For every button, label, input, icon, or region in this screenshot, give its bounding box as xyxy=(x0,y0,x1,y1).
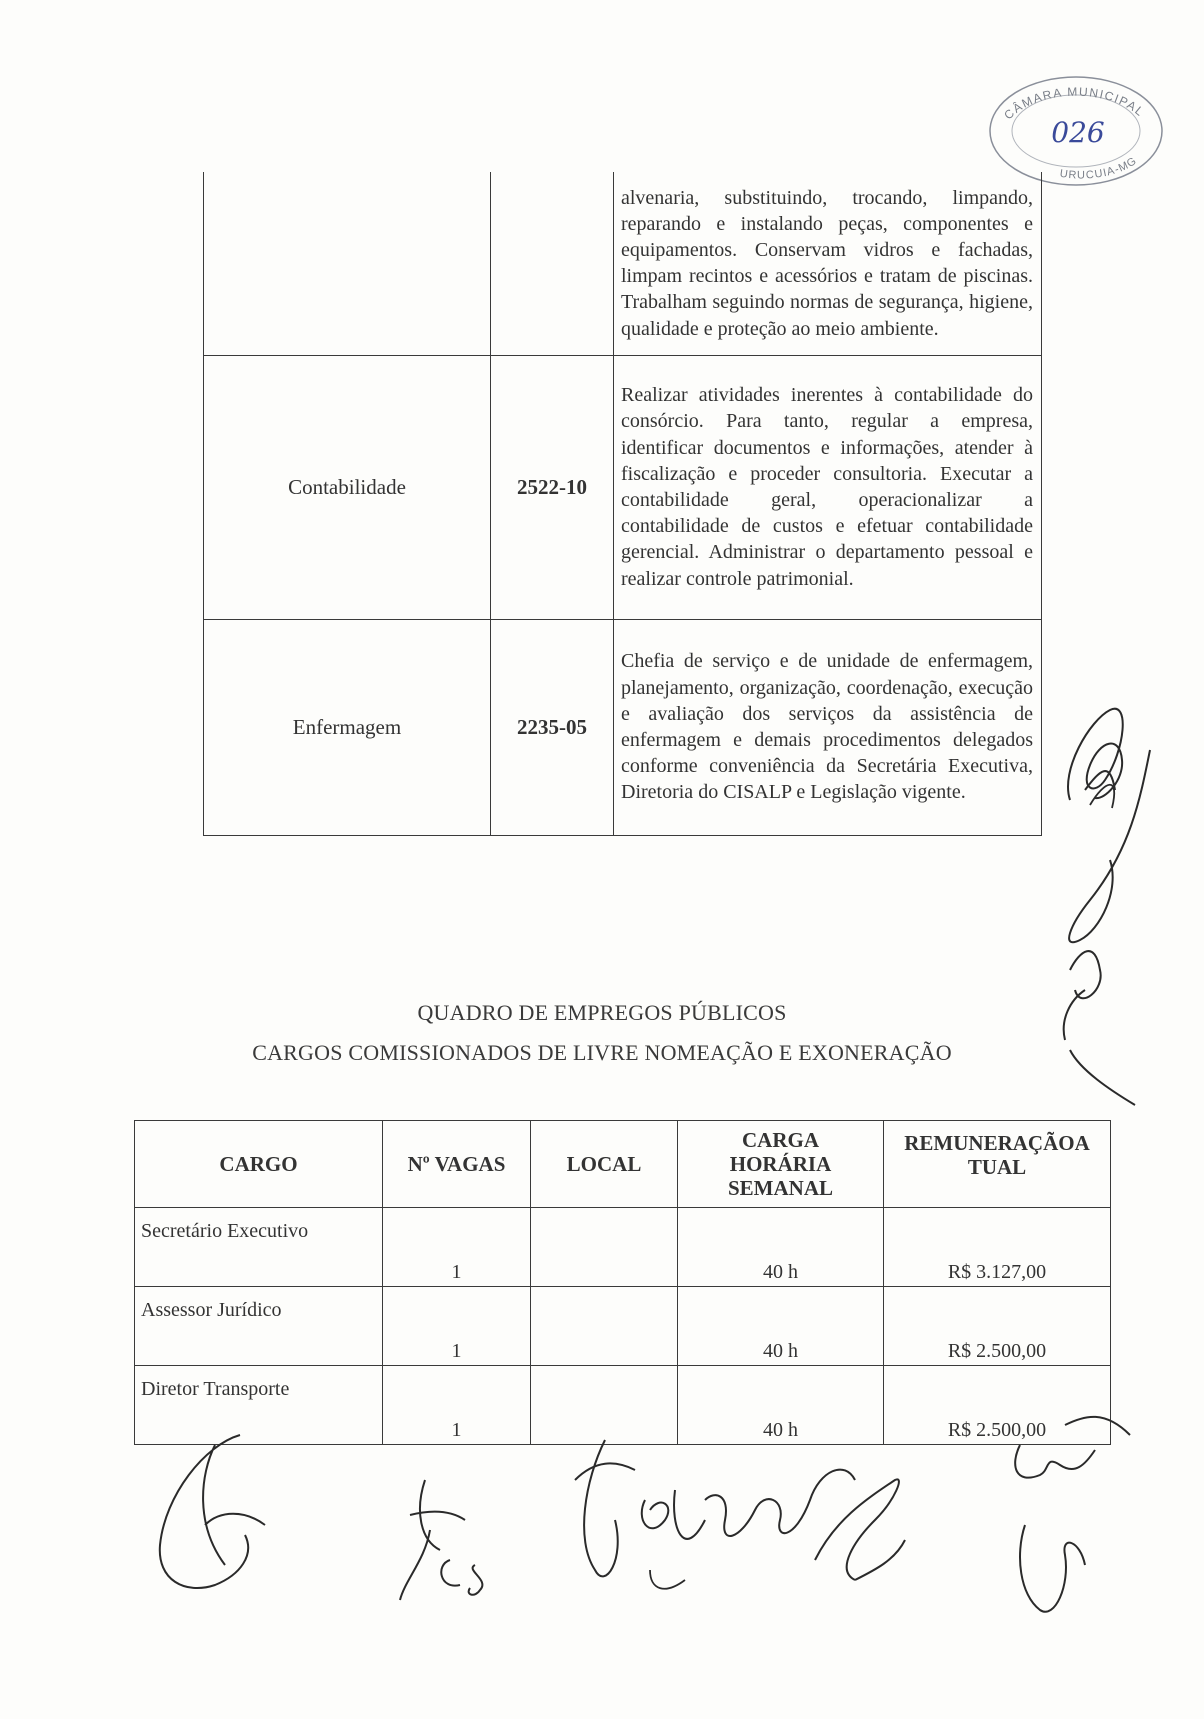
job-code-cell xyxy=(491,172,614,355)
header-cargo: CARGO xyxy=(135,1121,383,1208)
stamp-ring-top: CÂMARA MUNICIPAL xyxy=(1001,84,1148,123)
job-description-text: Realizar atividades inerentes à contabilidade do consórcio. Para tanto, regular a empresa, identificar documentos e informações, atender à fiscalização e proceder consultoria. Executar a contabilidade geral, operacionalizar a contabilidade de custos e efetuar contabilidade gerencial. Administrar o departamento pessoal e realizar controle patrimonial. xyxy=(621,384,1033,590)
table-row xyxy=(204,355,1042,619)
job-name-cell: Contabilidade xyxy=(204,355,491,619)
remuneracao-cell: R$ 3.127,00 xyxy=(884,1208,1111,1287)
vagas-cell: 1 xyxy=(383,1366,531,1445)
header-carga-line3: SEMANAL xyxy=(727,1176,833,1200)
job-description-cell xyxy=(614,172,1042,355)
signature-bottom-2 xyxy=(395,1470,525,1610)
job-description-cell xyxy=(614,619,1042,835)
commissioned-jobs-table xyxy=(134,1120,1111,1445)
carga-cell: 40 h xyxy=(678,1208,884,1287)
local-cell xyxy=(531,1208,678,1287)
job-descriptions-table xyxy=(203,172,1042,836)
job-code-cell: 2235-05 xyxy=(491,619,614,835)
remuneracao-cell: R$ 2.500,00 xyxy=(884,1287,1111,1366)
cargo-cell: Diretor Transporte xyxy=(135,1366,383,1445)
header-carga-horaria xyxy=(678,1121,884,1208)
table-row xyxy=(204,172,1042,355)
header-vagas: Nº VAGAS xyxy=(383,1121,531,1208)
svg-text:URUCUIA-MG xyxy=(1059,155,1139,182)
table-row xyxy=(135,1208,1111,1287)
header-remun-line1: REMUNERAÇÃOA xyxy=(904,1131,1090,1155)
cargo-cell: Secretário Executivo xyxy=(135,1208,383,1287)
header-carga-line2: HORÁRIA xyxy=(729,1152,832,1176)
carga-cell: 40 h xyxy=(678,1287,884,1366)
table-row xyxy=(135,1287,1111,1366)
header-remuneracao xyxy=(884,1121,1111,1208)
job-name-cell xyxy=(204,172,491,355)
stamp-number: 026 xyxy=(1051,116,1105,149)
signature-bottom-1 xyxy=(145,1415,295,1605)
table-header-row xyxy=(135,1121,1111,1208)
job-name-cell: Enfermagem xyxy=(204,619,491,835)
table-row xyxy=(204,619,1042,835)
header-carga-line1: CARGA xyxy=(742,1128,819,1152)
job-description-cell xyxy=(614,355,1042,619)
vagas-cell: 1 xyxy=(383,1208,531,1287)
signature-right-2 xyxy=(1050,740,1170,1110)
job-description-text: alvenaria, substituindo, trocando, limpando, reparando e instalando peças, componentes e equipamentos. Conservam vidros e fachadas, limpam recintos e acessórios e tratam de piscinas. Trabalham seguindo normas de segurança, higiene, qualidade e proteção ao meio ambiente. xyxy=(621,186,1033,340)
job-code-cell: 2522-10 xyxy=(491,355,614,619)
remuneracao-cell: R$ 2.500,00 xyxy=(884,1366,1111,1445)
stamp-ring-bottom: URUCUIA-MG xyxy=(1058,154,1140,182)
cargo-cell: Assessor Jurídico xyxy=(135,1287,383,1366)
header-remun-line2: TUAL xyxy=(967,1155,1027,1179)
job-description-text: Chefia de serviço e de unidade de enfermagem, planejamento, organização, coordenação, execução e avaliação dos serviços da assistência de enfermagem e demais procedimentos delegados conforme conveniência da Secretária Executiva, Diretoria do CISALP e Legislação vigente. xyxy=(621,650,1033,804)
section-title: QUADRO DE EMPREGOS PÚBLICOS xyxy=(417,1000,787,1025)
signature-bottom-4 xyxy=(995,1395,1145,1625)
local-cell xyxy=(531,1287,678,1366)
signature-bottom-3 xyxy=(555,1420,935,1620)
section-subtitle: CARGOS COMISSIONADOS DE LIVRE NOMEAÇÃO E EXONERAÇÃO xyxy=(252,1040,952,1065)
vagas-cell: 1 xyxy=(383,1287,531,1366)
header-local: LOCAL xyxy=(531,1121,678,1208)
carga-cell: 40 h xyxy=(678,1366,884,1445)
